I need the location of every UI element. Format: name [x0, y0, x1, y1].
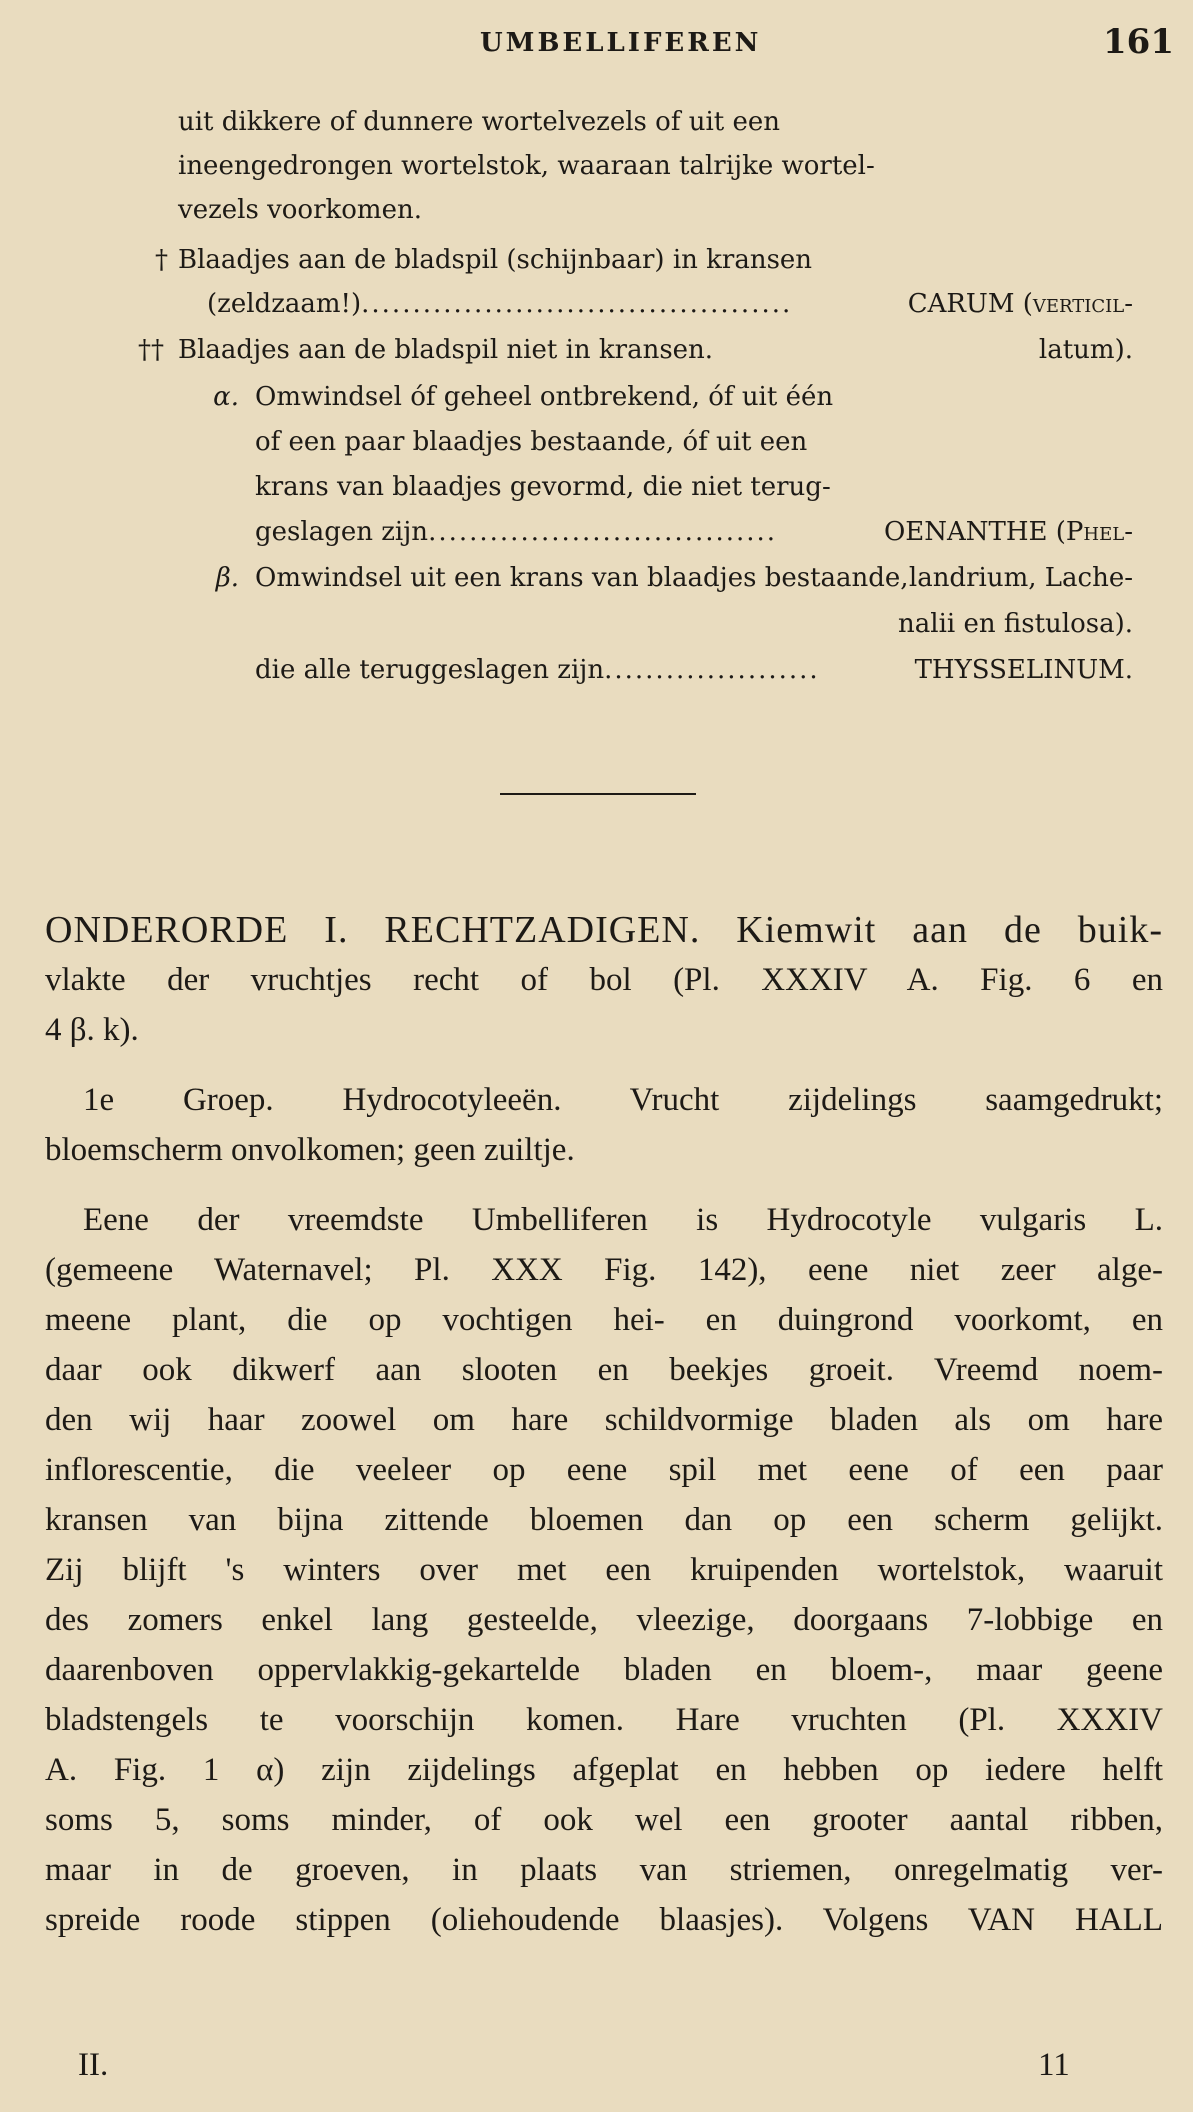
group-heading-line: 1e Groep. Hydrocotyleeën. Vrucht zijdelings saamgedrukt;: [83, 1082, 1163, 1118]
dagger-marker: †: [155, 245, 168, 275]
key-result: CARUM (verticil-: [907, 289, 1133, 319]
key-line: ineengedrongen wortelstok, waaraan talrijke wortel-: [178, 151, 875, 181]
key-result: OENANTHE (Phel-: [883, 517, 1133, 547]
text-line: kransen van bijna zittende bloemen dan op een scherm gelijkt.: [45, 1502, 1163, 1538]
key-line: †† Blaadjes aan de bladspil niet in kransen.: [178, 328, 713, 372]
key-result: landrium, Lache-: [908, 563, 1133, 593]
key-line: die alle teruggeslagen zijn.....................: [255, 655, 820, 685]
running-title: UMBELLIFEREN: [480, 28, 762, 58]
key-line: of een paar blaadjes bestaande, óf uit een: [255, 427, 808, 457]
beta-marker: β.: [215, 563, 239, 593]
key-line: krans van blaadjes gevormd, die niet terug-: [255, 472, 831, 502]
key-line: uit dikkere of dunnere wortelvezels of uit een: [178, 107, 780, 137]
body-text: [45, 905, 1163, 1945]
text-line: maar in de groeven, in plaats van striemen, onregelmatig ver-: [45, 1852, 1163, 1888]
key-result: latum).: [1038, 335, 1133, 365]
text-line: vlakte der vruchtjes recht of bol (Pl. XXXIV A. Fig. 6 en: [45, 962, 1163, 998]
text-line: bloemscherm onvolkomen; geen zuiltje.: [45, 1132, 575, 1168]
text-line: daarenboven oppervlakkig-gekartelde bladen en bloem-, maar geene: [45, 1652, 1163, 1688]
key-line: α. Omwindsel óf geheel ontbrekend, óf uit één: [255, 375, 833, 419]
text-line: spreide roode stippen (oliehoudende blaasjes). Volgens VAN HALL: [45, 1902, 1163, 1938]
text-line: Zij blijft 's winters over met een kruipenden wortelstok, waaruit: [45, 1552, 1163, 1588]
key-line: (zeldzaam!)..........................................: [207, 289, 793, 319]
key-line: geslagen zijn..................................: [255, 517, 778, 547]
text-line: des zomers enkel lang gesteelde, vleezige, doorgaans 7-lobbige en: [45, 1602, 1163, 1638]
text-line: bladstengels te voorschijn komen. Hare vruchten (Pl. XXXIV: [45, 1702, 1163, 1738]
text-line: Eene der vreemdste Umbelliferen is Hydrocotyle vulgaris L.: [83, 1202, 1163, 1238]
sheet-number: 11: [1038, 2047, 1070, 2083]
page-number: 161: [1103, 22, 1174, 62]
double-dagger-marker: ††: [138, 335, 164, 365]
text-line: soms 5, soms minder, of ook wel een grooter aantal ribben,: [45, 1802, 1163, 1838]
text-line: inflorescentie, die veeleer op eene spil met eene of een paar: [45, 1452, 1163, 1488]
signature-mark: II.: [78, 2047, 109, 2083]
running-header: [0, 22, 1193, 72]
key-line: † Blaadjes aan de bladspil (schijnbaar) in kransen: [178, 238, 812, 282]
text-line: den wij haar zoowel om hare schildvormige bladen als om hare: [45, 1402, 1163, 1438]
text-line: meene plant, die op vochtigen hei- en duingrond voorkomt, en: [45, 1302, 1163, 1338]
text-line: daar ook dikwerf aan slooten en beekjes groeit. Vreemd noem-: [45, 1352, 1163, 1388]
section-divider: [500, 793, 696, 795]
text-line: A. Fig. 1 α) zijn zijdelings afgeplat en hebben op iedere helft: [45, 1752, 1163, 1788]
key-line: β. Omwindsel uit een krans van blaadjes bestaande,: [255, 556, 909, 600]
section-heading: ONDERORDE I. RECHTZADIGEN. Kiemwit aan de buik-: [45, 909, 1163, 951]
alpha-marker: α.: [213, 382, 239, 412]
key-result: nalii en fistulosa).: [898, 609, 1133, 639]
text-line: 4 β. k).: [45, 1012, 139, 1048]
key-line: vezels voorkomen.: [178, 195, 422, 225]
text-line: (gemeene Waternavel; Pl. XXX Fig. 142), eene niet zeer alge-: [45, 1252, 1163, 1288]
key-result: THYSSELINUM.: [914, 655, 1133, 685]
